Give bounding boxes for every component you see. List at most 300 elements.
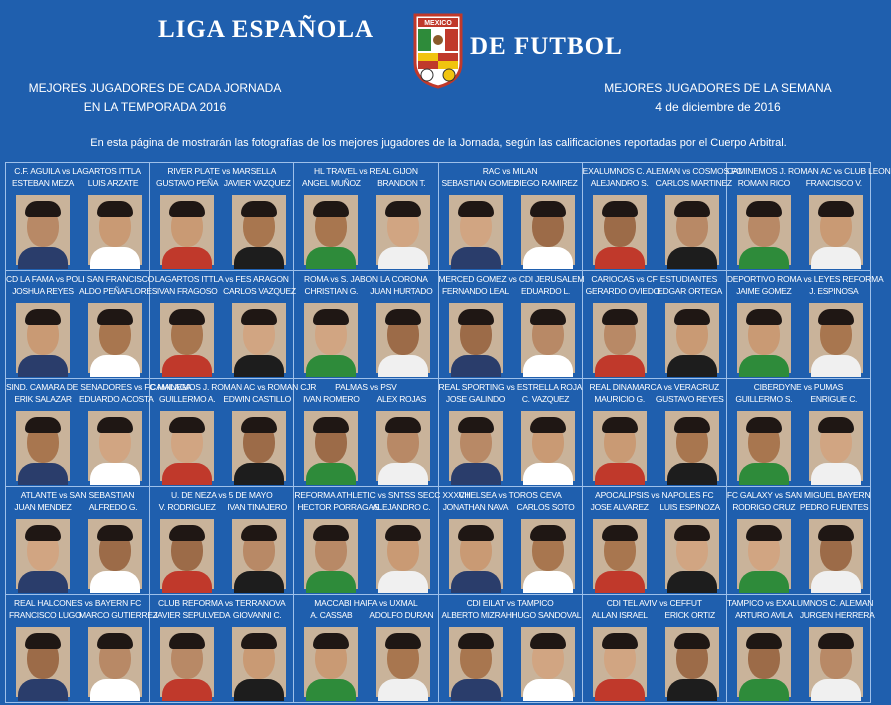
player-photo bbox=[449, 627, 503, 697]
player-name: J. ESPINOSA bbox=[809, 286, 859, 296]
match-card bbox=[6, 595, 158, 703]
player-photo-hair bbox=[241, 417, 277, 433]
player-photo-shirt bbox=[234, 247, 284, 269]
player-photo-shirt bbox=[667, 679, 717, 701]
player-photo-hair bbox=[385, 309, 421, 325]
player-photo-hair bbox=[241, 633, 277, 649]
player-photo bbox=[809, 411, 863, 481]
match-title: REAL HALCONES vs BAYERN FC bbox=[14, 598, 142, 608]
player-photo-shirt bbox=[739, 247, 789, 269]
match-title: C.F. AGUILA vs LAGARTOS ITTLA bbox=[14, 166, 141, 176]
player-name: CARLOS MARTINEZ bbox=[655, 178, 732, 188]
player-name: PEDRO FUENTES bbox=[799, 502, 869, 512]
player-photo-hair bbox=[530, 201, 566, 217]
player-name: EDWIN CASTILLO bbox=[223, 394, 291, 404]
player-name: ARTURO AVILA bbox=[735, 610, 793, 620]
player-photo-hair bbox=[313, 309, 349, 325]
player-photo-hair bbox=[241, 525, 277, 541]
player-photo-hair bbox=[169, 417, 205, 433]
match-card bbox=[726, 271, 884, 379]
player-photo bbox=[88, 303, 142, 373]
match-title: CIBERDYNE vs PUMAS bbox=[753, 382, 844, 392]
players-grid bbox=[5, 162, 891, 703]
player-photo-shirt bbox=[595, 571, 645, 593]
player-photo bbox=[376, 627, 430, 697]
player-photo-shirt bbox=[667, 571, 717, 593]
player-photo-hair bbox=[97, 201, 133, 217]
player-name: GUSTAVO PEÑA bbox=[156, 178, 219, 188]
player-photo-shirt bbox=[378, 571, 428, 593]
player-photo-hair bbox=[818, 633, 854, 649]
player-photo-hair bbox=[385, 633, 421, 649]
player-name: ANGEL MUÑOZ bbox=[301, 178, 361, 188]
player-photo bbox=[304, 411, 358, 481]
player-photo-shirt bbox=[451, 571, 501, 593]
player-photo bbox=[160, 303, 214, 373]
player-photo-hair bbox=[818, 525, 854, 541]
week-date: 4 de diciembre de 2016 bbox=[655, 100, 781, 114]
player-photo-hair bbox=[530, 633, 566, 649]
player-photo bbox=[737, 519, 791, 589]
match-card bbox=[439, 595, 583, 703]
season-heading-line1: MEJORES JUGADORES DE CADA JORNADA bbox=[28, 81, 282, 95]
player-name: JOSE GALINDO bbox=[445, 394, 506, 404]
player-photo bbox=[16, 627, 70, 697]
player-photo bbox=[809, 195, 863, 265]
player-photo-shirt bbox=[234, 571, 284, 593]
player-name: FERNANDO LEAL bbox=[442, 286, 509, 296]
player-name: JUAN HURTADO bbox=[370, 286, 433, 296]
player-name: DIEGO RAMIREZ bbox=[513, 178, 578, 188]
match-card bbox=[150, 487, 294, 595]
player-photo-hair bbox=[530, 417, 566, 433]
player-photo-hair bbox=[385, 525, 421, 541]
player-photo-hair bbox=[458, 633, 494, 649]
match-title: CLUB REFORMA vs TERRANOVA bbox=[158, 598, 286, 608]
player-photo-shirt bbox=[18, 571, 68, 593]
player-photo-hair bbox=[169, 633, 205, 649]
match-title: EXALUMNOS C. ALEMAN vs COSMOS FC bbox=[582, 166, 743, 176]
player-photo-hair bbox=[458, 309, 494, 325]
player-name: ALEJANDRO S. bbox=[590, 178, 649, 188]
player-photo-hair bbox=[25, 633, 61, 649]
player-photo-hair bbox=[674, 417, 710, 433]
player-photo bbox=[737, 627, 791, 697]
season-heading-line2: EN LA TEMPORADA 2016 bbox=[83, 100, 227, 114]
player-name: IVAN FRAGOSO bbox=[156, 286, 218, 296]
player-photo-shirt bbox=[595, 463, 645, 485]
player-photo-hair bbox=[385, 417, 421, 433]
player-photo-shirt bbox=[667, 355, 717, 377]
match-card bbox=[150, 595, 294, 703]
player-name: JUAN MENDEZ bbox=[14, 502, 72, 512]
match-card bbox=[583, 271, 727, 379]
player-photo-hair bbox=[25, 201, 61, 217]
player-photo bbox=[376, 519, 430, 589]
match-title: CDI EILAT vs TAMPICO bbox=[466, 598, 554, 608]
player-photo bbox=[232, 627, 286, 697]
player-photo bbox=[593, 627, 647, 697]
player-name: JONATHAN NAVA bbox=[442, 502, 509, 512]
player-photo-hair bbox=[97, 309, 133, 325]
match-card bbox=[727, 487, 871, 595]
player-photo-hair bbox=[458, 201, 494, 217]
player-photo bbox=[16, 519, 70, 589]
player-photo-hair bbox=[169, 309, 205, 325]
player-photo-shirt bbox=[739, 355, 789, 377]
match-card bbox=[150, 271, 294, 379]
match-title: CARIOCAS vs CF ESTUDIANTES bbox=[591, 274, 718, 284]
player-photo bbox=[376, 411, 430, 481]
player-photo bbox=[449, 411, 503, 481]
player-photo-hair bbox=[241, 201, 277, 217]
player-photo-shirt bbox=[451, 247, 501, 269]
match-title: HL TRAVEL vs REAL GIJON bbox=[314, 166, 418, 176]
player-photo-shirt bbox=[162, 247, 212, 269]
player-name: GUILLERMO S. bbox=[735, 394, 793, 404]
player-photo-hair bbox=[602, 633, 638, 649]
player-name: JOSHUA REYES bbox=[12, 286, 74, 296]
match-card bbox=[583, 595, 727, 703]
player-photo-hair bbox=[674, 309, 710, 325]
player-photo bbox=[376, 303, 430, 373]
player-name: ALEX ROJAS bbox=[376, 394, 427, 404]
match-title: MACCABI HAIFA vs UXMAL bbox=[314, 598, 418, 608]
player-photo-shirt bbox=[162, 355, 212, 377]
player-photo-shirt bbox=[306, 463, 356, 485]
player-photo-shirt bbox=[378, 679, 428, 701]
player-photo-shirt bbox=[739, 463, 789, 485]
player-photo-hair bbox=[674, 525, 710, 541]
player-photo-shirt bbox=[595, 679, 645, 701]
player-photo bbox=[304, 303, 358, 373]
season-heading bbox=[10, 79, 300, 117]
match-title: CHELSEA vs TOROS CEVA bbox=[458, 490, 562, 500]
player-photo-shirt bbox=[90, 247, 140, 269]
match-title: PALMAS vs PSV bbox=[335, 382, 397, 392]
player-photo bbox=[809, 519, 863, 589]
player-photo-shirt bbox=[234, 463, 284, 485]
player-photo-shirt bbox=[378, 463, 428, 485]
player-name: IVAN TINAJERO bbox=[227, 502, 287, 512]
player-name: RODRIGO CRUZ bbox=[732, 502, 796, 512]
player-photo-hair bbox=[169, 525, 205, 541]
player-photo-shirt bbox=[306, 355, 356, 377]
match-title: DEPORTIVO ROMA vs LEYES REFORMA bbox=[726, 274, 884, 284]
intro-text: En esta página de mostrarán las fotografías de los mejores jugadores de la Jornada, según las calificaciones reportadas por el Cuerpo Arbitral. bbox=[90, 137, 787, 149]
player-photo-hair bbox=[169, 201, 205, 217]
match-card bbox=[294, 271, 438, 379]
player-photo-shirt bbox=[306, 247, 356, 269]
player-name: MARCO GUTIERREZ bbox=[79, 610, 158, 620]
player-name: ALBERTO MIZRAHI bbox=[441, 610, 514, 620]
player-name: MAURICIO G. bbox=[594, 394, 645, 404]
player-photo bbox=[304, 519, 358, 589]
player-photo bbox=[160, 411, 214, 481]
player-name: V. RODRIGUEZ bbox=[158, 502, 216, 512]
player-photo-shirt bbox=[739, 679, 789, 701]
player-name: ALEJANDRO C. bbox=[372, 502, 431, 512]
player-name: CARLOS SOTO bbox=[516, 502, 575, 512]
player-photo-hair bbox=[674, 201, 710, 217]
player-photo bbox=[232, 519, 286, 589]
player-photo bbox=[160, 627, 214, 697]
player-photo-shirt bbox=[811, 355, 861, 377]
player-photo-hair bbox=[25, 417, 61, 433]
player-photo-shirt bbox=[451, 679, 501, 701]
player-photo-hair bbox=[313, 525, 349, 541]
match-title: U. DE NEZA vs 5 DE MAYO bbox=[170, 490, 273, 500]
player-name: ESTEBAN MEZA bbox=[11, 178, 75, 188]
match-title: SIND. CAMARA DE SENADORES vs FC MALAGA bbox=[6, 382, 192, 392]
player-name: FRANCISCO V. bbox=[805, 178, 862, 188]
match-card bbox=[726, 163, 891, 271]
player-photo-shirt bbox=[811, 571, 861, 593]
player-photo-shirt bbox=[90, 463, 140, 485]
player-name: CARLOS VAZQUEZ bbox=[223, 286, 296, 296]
match-card bbox=[6, 163, 150, 271]
site-title-left: LIGA ESPAÑOLA bbox=[158, 16, 375, 43]
player-photo bbox=[593, 303, 647, 373]
player-name: ENRIGUE C. bbox=[810, 394, 858, 404]
player-photo bbox=[737, 195, 791, 265]
player-name: JAIME GOMEZ bbox=[736, 286, 792, 296]
player-photo bbox=[521, 411, 575, 481]
player-photo-hair bbox=[602, 525, 638, 541]
player-photo-hair bbox=[746, 309, 782, 325]
player-photo bbox=[809, 627, 863, 697]
match-title: REAL DINAMARCA vs VERACRUZ bbox=[589, 382, 720, 392]
week-heading-line1: MEJORES JUGADORES DE LA SEMANA bbox=[604, 81, 832, 95]
player-name: EDGAR ORTEGA bbox=[657, 286, 723, 296]
player-name: LUIS ARZATE bbox=[87, 178, 139, 188]
player-photo bbox=[593, 519, 647, 589]
league-crest-icon bbox=[413, 13, 463, 89]
match-card bbox=[150, 379, 317, 487]
player-photo-hair bbox=[97, 417, 133, 433]
player-photo-hair bbox=[818, 201, 854, 217]
player-photo-hair bbox=[313, 417, 349, 433]
match-card bbox=[727, 379, 871, 487]
player-photo bbox=[232, 411, 286, 481]
player-name: JAVIER VAZQUEZ bbox=[223, 178, 291, 188]
player-name: JURGEN HERRERA bbox=[799, 610, 875, 620]
match-title: TAMPICO vs EXALUMNOS C. ALEMAN bbox=[726, 598, 874, 608]
match-card bbox=[294, 487, 471, 595]
player-photo bbox=[809, 303, 863, 373]
player-photo bbox=[160, 519, 214, 589]
player-name: CHRISTIAN G. bbox=[304, 286, 359, 296]
player-photo-shirt bbox=[90, 679, 140, 701]
player-photo-shirt bbox=[595, 355, 645, 377]
player-photo-hair bbox=[746, 633, 782, 649]
player-photo bbox=[593, 195, 647, 265]
player-name: C. VAZQUEZ bbox=[521, 394, 570, 404]
match-title: CAMINEMOS J. ROMAN AC vs ROMAN CJR bbox=[150, 382, 317, 392]
player-photo-shirt bbox=[523, 571, 573, 593]
player-photo-hair bbox=[602, 417, 638, 433]
player-photo-shirt bbox=[234, 355, 284, 377]
player-photo-shirt bbox=[739, 571, 789, 593]
week-heading bbox=[568, 79, 868, 117]
player-photo-shirt bbox=[306, 571, 356, 593]
player-photo-shirt bbox=[18, 247, 68, 269]
player-name: EDUARDO L. bbox=[521, 286, 570, 296]
player-photo-shirt bbox=[306, 679, 356, 701]
match-card bbox=[582, 163, 743, 271]
player-name: ROMAN RICO bbox=[737, 178, 790, 188]
player-photo-hair bbox=[313, 201, 349, 217]
match-card bbox=[439, 163, 583, 271]
player-photo bbox=[737, 411, 791, 481]
match-card bbox=[150, 163, 294, 271]
match-card bbox=[294, 163, 438, 271]
player-photo-shirt bbox=[162, 463, 212, 485]
player-name: GUILLERMO A. bbox=[158, 394, 216, 404]
player-name: SEBASTIAN GOMEZ bbox=[441, 178, 519, 188]
match-title: CD LA FAMA vs POLI SAN FRANCISCO bbox=[6, 274, 155, 284]
player-name: HECTOR PORRAGAS bbox=[297, 502, 380, 512]
player-photo-shirt bbox=[234, 679, 284, 701]
match-title: FC GALAXY vs SAN MIGUEL BAYERN bbox=[726, 490, 871, 500]
player-photo bbox=[88, 195, 142, 265]
player-name: LUIS ESPINOZA bbox=[659, 502, 720, 512]
player-photo-shirt bbox=[523, 355, 573, 377]
player-photo-shirt bbox=[811, 463, 861, 485]
match-title: REFORMA ATHLETIC vs SNTSS SECC XXXVIII bbox=[294, 490, 471, 500]
player-name: ERICK ORTIZ bbox=[664, 610, 715, 620]
player-photo bbox=[665, 195, 719, 265]
match-card bbox=[583, 487, 727, 595]
player-photo-hair bbox=[818, 309, 854, 325]
player-photo bbox=[16, 411, 70, 481]
match-card bbox=[439, 487, 583, 595]
player-photo-shirt bbox=[18, 679, 68, 701]
match-card bbox=[294, 379, 438, 487]
player-name: EDUARDO ACOSTA bbox=[79, 394, 154, 404]
player-photo bbox=[521, 627, 575, 697]
player-photo bbox=[304, 627, 358, 697]
player-photo bbox=[593, 411, 647, 481]
player-photo bbox=[665, 519, 719, 589]
player-photo bbox=[665, 303, 719, 373]
player-photo-hair bbox=[746, 201, 782, 217]
player-name: HUGO SANDOVAL bbox=[511, 610, 582, 620]
match-title: ROMA vs S. JABON LA CORONA bbox=[304, 274, 428, 284]
player-photo-hair bbox=[818, 417, 854, 433]
player-photo bbox=[665, 627, 719, 697]
player-name: BRANDON T. bbox=[377, 178, 426, 188]
player-name: JOSE ALVAREZ bbox=[590, 502, 649, 512]
player-photo-hair bbox=[97, 633, 133, 649]
player-name: A. CASSAB bbox=[310, 610, 353, 620]
crest-label: MEXICO bbox=[424, 20, 452, 27]
player-photo-hair bbox=[530, 525, 566, 541]
player-photo bbox=[449, 195, 503, 265]
match-card bbox=[583, 379, 727, 487]
player-name: ALFREDO G. bbox=[88, 502, 138, 512]
player-name: FRANCISCO LUGO bbox=[9, 610, 82, 620]
player-photo bbox=[16, 303, 70, 373]
match-title: CDI TEL AVIV vs CEFFUT bbox=[606, 598, 702, 608]
match-card bbox=[6, 271, 158, 379]
match-title: RIVER PLATE vs MARSELLA bbox=[167, 166, 277, 176]
player-photo bbox=[521, 303, 575, 373]
player-photo-hair bbox=[602, 201, 638, 217]
player-photo-shirt bbox=[523, 463, 573, 485]
match-card bbox=[726, 595, 875, 703]
match-title: CAMINEMOS J. ROMAN AC vs CLUB LEON bbox=[726, 166, 891, 176]
player-photo-shirt bbox=[90, 571, 140, 593]
match-title: RAC vs MILAN bbox=[482, 166, 538, 176]
player-photo-shirt bbox=[18, 355, 68, 377]
player-photo-shirt bbox=[667, 247, 717, 269]
match-card bbox=[439, 379, 583, 487]
player-photo-shirt bbox=[378, 355, 428, 377]
match-card bbox=[439, 271, 583, 379]
player-photo-hair bbox=[530, 309, 566, 325]
player-photo-hair bbox=[602, 309, 638, 325]
player-photo bbox=[449, 303, 503, 373]
match-title: LAGARTOS ITTLA vs FES ARAGON bbox=[154, 274, 289, 284]
player-photo-shirt bbox=[162, 571, 212, 593]
player-photo-hair bbox=[97, 525, 133, 541]
player-name: ADOLFO DURAN bbox=[369, 610, 434, 620]
player-photo bbox=[304, 195, 358, 265]
player-photo-shirt bbox=[378, 247, 428, 269]
player-photo bbox=[521, 519, 575, 589]
player-name: GIOVANNI C. bbox=[232, 610, 282, 620]
player-photo bbox=[232, 195, 286, 265]
player-photo-shirt bbox=[451, 463, 501, 485]
player-photo-shirt bbox=[90, 355, 140, 377]
player-photo-shirt bbox=[451, 355, 501, 377]
player-name: GERARDO OVIEDO bbox=[585, 286, 660, 296]
player-photo-hair bbox=[674, 633, 710, 649]
player-photo bbox=[376, 195, 430, 265]
player-photo-shirt bbox=[18, 463, 68, 485]
player-name: ALLAN ISRAEL bbox=[591, 610, 648, 620]
player-photo bbox=[88, 411, 142, 481]
player-photo-shirt bbox=[811, 679, 861, 701]
player-photo-shirt bbox=[595, 247, 645, 269]
player-photo bbox=[88, 627, 142, 697]
player-photo-shirt bbox=[523, 679, 573, 701]
player-photo bbox=[160, 195, 214, 265]
player-name: ALDO PEÑAFLORES bbox=[79, 286, 158, 296]
player-photo-shirt bbox=[162, 679, 212, 701]
player-name: JAVIER SEPULVEDA bbox=[153, 610, 231, 620]
match-title: ATLANTE vs SAN SEBASTIAN bbox=[20, 490, 135, 500]
player-photo-shirt bbox=[667, 463, 717, 485]
player-photo bbox=[88, 519, 142, 589]
match-title: REAL SPORTING vs ESTRELLA ROJA bbox=[438, 382, 583, 392]
player-photo-hair bbox=[385, 201, 421, 217]
player-name: IVAN ROMERO bbox=[303, 394, 360, 404]
player-photo-shirt bbox=[811, 247, 861, 269]
site-title-right: DE FUTBOL bbox=[470, 33, 623, 60]
player-photo-hair bbox=[25, 309, 61, 325]
player-photo-hair bbox=[458, 417, 494, 433]
player-photo-hair bbox=[746, 417, 782, 433]
match-title: APOCALIPSIS vs NAPOLES FC bbox=[595, 490, 714, 500]
player-photo bbox=[16, 195, 70, 265]
player-photo-hair bbox=[458, 525, 494, 541]
player-photo bbox=[232, 303, 286, 373]
player-photo-hair bbox=[25, 525, 61, 541]
player-photo-hair bbox=[746, 525, 782, 541]
player-photo bbox=[737, 303, 791, 373]
